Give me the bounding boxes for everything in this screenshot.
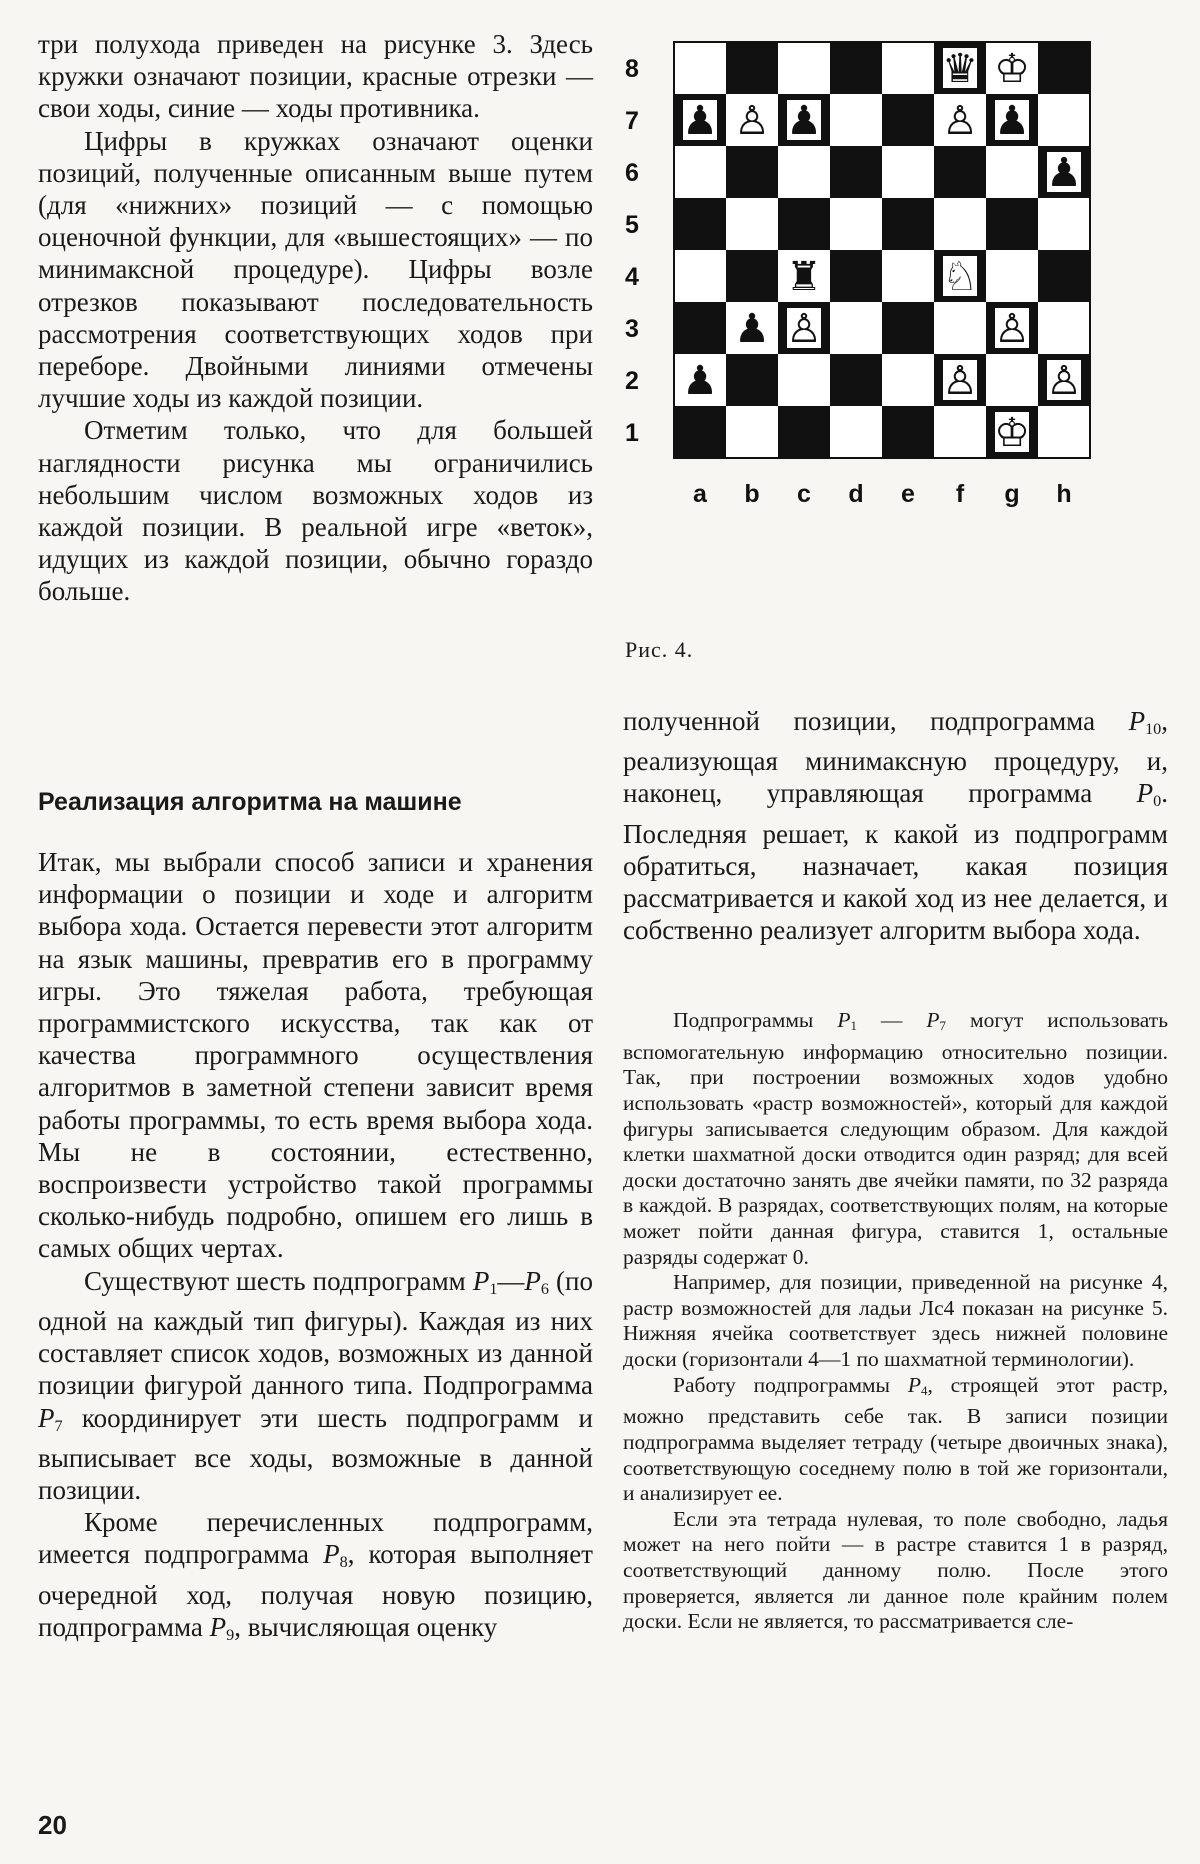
figure-caption: Рис. 4. [625,637,694,662]
white-pawn-icon: ♙ [942,98,978,144]
board-square-b4 [726,250,778,302]
board-square-d1 [830,406,882,458]
paragraph: Например, для позиции, приведенной на рисунке 4, растр возможностей для ладьи Лс4 показан на рисунке 5. Нижняя ячейка соответствует здесь нижней половине доски (горизонтали 4—1 по шахматной терминологии). [623,1270,1168,1371]
board-square-a3 [674,302,726,354]
paragraph: Кроме перечисленных подпрограмм, имеется подпрограмма $P_8$, которая выполняет очередной ход, получая новую позицию, подпрограмма $P_9$, вычисляющая оценку [38,1507,593,1644]
board-square-d5 [830,198,882,250]
file-label: g [1004,480,1020,508]
board-square-g5 [986,198,1038,250]
chess-board-figure [614,20,1174,600]
board-square-a1 [674,406,726,458]
board-square-c8 [778,42,830,94]
board-square-a6 [674,146,726,198]
right-column-small-text [623,1008,1168,1635]
black-rook-icon: ♜ [786,254,822,300]
rank-label: 5 [625,211,639,239]
board-square-d7 [830,94,882,146]
file-label: f [955,480,965,508]
right-column-top [623,705,1168,947]
white-king-icon: ♔ [994,410,1030,456]
white-king-icon: ♔ [994,46,1030,92]
board-square-a4 [674,250,726,302]
board-square-c6 [778,146,830,198]
board-square-f1 [934,406,986,458]
board-square-h8 [1038,42,1090,94]
section-heading-wrap [38,787,593,817]
board-square-h7 [1038,94,1090,146]
board-square-e8 [882,42,934,94]
chess-board [614,20,1174,600]
board-square-e4 [882,250,934,302]
paragraph: Если эта тетрада нулевая, то поле свободно, ладья может на него пойти — в растре ставится 1 в разряд, соответствующий данному полю. После этого проверяется, является ли данное поле крайним полем доски. Если не является, то рассматривается сле- [623,1506,1168,1634]
board-square-f5 [934,198,986,250]
board-square-c5 [778,198,830,250]
file-label: a [693,480,707,508]
paragraph: Отметим только, что для большей наглядности рисунка мы ограничились небольшим числом возможных ходов из каждой позиции. В реальной игре «веток», идущих из каждой позиции, обычно гораздо больше. [38,415,593,607]
section-heading: Реализация алгоритма на машине [38,788,462,816]
board-square-b6 [726,146,778,198]
paragraph: Подпрограммы $P_1$ — $P_7$ могут использовать вспомогательную информацию относительно позиции. Так, при построении возможных ходов удобно использовать «растр возможностей», который для каждой фигуры записывается следующим образом. Для каждой клетки шахматной доски отводится один разряд; для всей доски достаточно занять две ячейки памяти, по 32 разряда в каждой. В разрядах, соответствующих полям, на которые может пойти данная фигура, ставится 1, остальные разряды содержат 0. [623,1008,1168,1269]
board-square-h4 [1038,250,1090,302]
paragraph: Работу подпрограммы $P_4$, строящей этот растр, можно представить себе так. В записи позиции подпрограмма выделяет тетраду (четыре двоичных знака), соответствующую соседнему полю в той же горизонтали, и анализирует ее. [623,1372,1168,1506]
rank-label: 1 [625,419,639,447]
board-square-b8 [726,42,778,94]
white-pawn-icon: ♙ [994,306,1030,352]
board-square-f3 [934,302,986,354]
board-square-e6 [882,146,934,198]
rank-label: 6 [625,159,639,187]
board-square-e3 [882,302,934,354]
board-square-d3 [830,302,882,354]
board-square-b5 [726,198,778,250]
file-label: h [1056,480,1072,508]
board-square-c1 [778,406,830,458]
rank-label: 2 [625,367,639,395]
rank-label: 4 [625,263,639,291]
paragraph: полученной позиции, подпрограмма $P_{10}$, реализующая минимаксную процедуру, и, наконец, управляющая программа $P_0$. Последняя решает, к какой из подпрограмм обратиться, назначает, какая позиция рассматривается и какой ход из нее делается, и собственно реализует алгоритм выбора хода. [623,706,1168,946]
board-square-d2 [830,354,882,406]
paragraph: Цифры в кружках означают оценки позиций, полученные описанным выше путем (для «нижних» позиций — с помощью оценочной функции, для «вышестоящих» — по минимаксной процедуре). Цифры возле отрезков показывают последовательность рассмотрения соответствующих ходов при переборе. Двойными линиями отмечены лучшие ходы из каждой позиции. [38,125,593,414]
board-square-g6 [986,146,1038,198]
white-pawn-icon: ♙ [1046,358,1082,404]
left-column-bottom [38,846,593,1651]
board-square-e1 [882,406,934,458]
file-label: d [848,480,864,508]
board-square-g4 [986,250,1038,302]
rank-label: 7 [625,107,639,135]
board-square-h5 [1038,198,1090,250]
paragraph: три полухода приведен на рисунке 3. Здесь кружки означают позиции, красные отрезки — свои ходы, синие — ходы противника. [38,29,593,124]
black-pawn-icon: ♟ [1046,150,1082,196]
board-square-f6 [934,146,986,198]
board-square-a5 [674,198,726,250]
board-square-b2 [726,354,778,406]
left-column-top [38,28,593,608]
white-pawn-icon: ♙ [942,358,978,404]
board-square-g2 [986,354,1038,406]
paragraph: Существуют шесть подпрограмм $P_1—P_6$ (по одной на каждый тип фигуры). Каждая из них составляет список ходов, возможных из данной позиции фигурой данного типа. Подпрограмма $P_7$ координирует эти шесть подпрограмм и выписывает все ходы, возможные в данной позиции. [38,1265,593,1505]
rank-label: 8 [625,55,639,83]
black-pawn-icon: ♟ [682,98,718,144]
file-label: c [797,480,811,508]
board-square-h1 [1038,406,1090,458]
black-pawn-icon: ♟ [994,98,1030,144]
board-square-h3 [1038,302,1090,354]
black-pawn-icon: ♟ [682,358,718,404]
board-square-d4 [830,250,882,302]
board-square-b1 [726,406,778,458]
board-square-a8 [674,42,726,94]
board-square-d8 [830,42,882,94]
board-square-e5 [882,198,934,250]
black-pawn-icon: ♟ [786,98,822,144]
black-pawn-icon: ♟ [734,306,770,352]
rank-label: 3 [625,315,639,343]
board-square-c2 [778,354,830,406]
file-label: b [744,480,760,508]
white-pawn-icon: ♙ [734,98,770,144]
board-square-d6 [830,146,882,198]
page-number: 20 [38,1810,67,1840]
paragraph: Итак, мы выбрали способ записи и хранения информации о позиции и ходе и алгоритм выбора хода. Остается перевести этот алгоритм на язык машины, превратив его в программу игры. Это тяжелая работа, требующая программистского искусства, так как от качества программного осуществления алгоритмов в заметной степени зависит время работы программы, то есть время выбора хода. Мы не в состоянии, естественно, воспроизвести устройство такой программы сколько-нибудь подробно, опишем его лишь в самых общих чертах. [38,847,593,1264]
white-knight-icon: ♘ [942,254,978,300]
board-square-e2 [882,354,934,406]
board-square-e7 [882,94,934,146]
black-queen-icon: ♛ [942,46,978,92]
file-label: e [901,480,915,508]
white-pawn-icon: ♙ [786,306,822,352]
